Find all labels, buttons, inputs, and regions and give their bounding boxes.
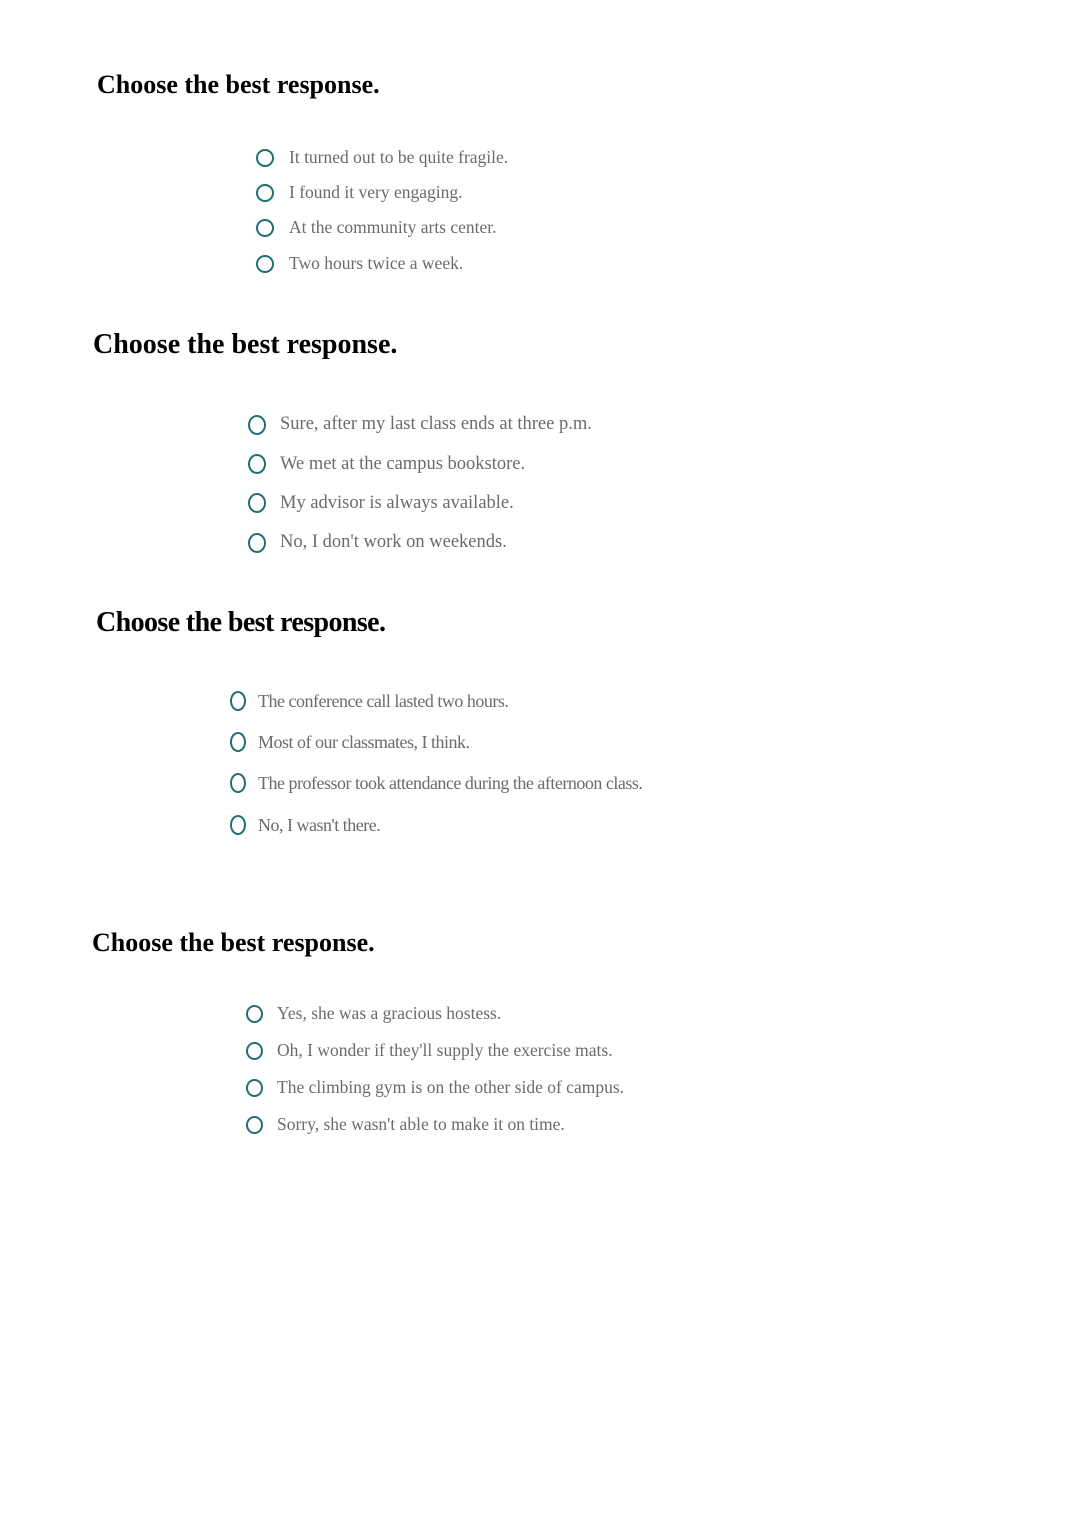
answer-label[interactable]: It turned out to be quite fragile. bbox=[289, 146, 509, 167]
answer-option-b[interactable] bbox=[248, 444, 592, 483]
question-title: Choose the best response. bbox=[93, 329, 398, 360]
answer-label[interactable]: Sure, after my last class ends at three p.m. bbox=[280, 414, 592, 435]
radio-button[interactable] bbox=[248, 533, 266, 553]
radio-button[interactable] bbox=[230, 815, 246, 835]
answer-option-b[interactable] bbox=[246, 1032, 624, 1069]
answer-label[interactable]: Yes, she was a gracious hostess. bbox=[277, 1002, 502, 1023]
answer-label[interactable]: My advisor is always available. bbox=[280, 492, 514, 513]
answer-option-d[interactable] bbox=[256, 246, 508, 281]
answer-option-a[interactable] bbox=[256, 140, 508, 175]
answer-option-c[interactable] bbox=[246, 1069, 624, 1106]
answer-label[interactable]: The conference call lasted two hours. bbox=[258, 690, 509, 711]
answer-label[interactable]: No, I wasn't there. bbox=[258, 814, 381, 835]
answer-label[interactable]: I found it very engaging. bbox=[289, 182, 463, 203]
radio-button[interactable] bbox=[256, 219, 274, 237]
radio-button[interactable] bbox=[248, 454, 266, 474]
answer-label[interactable]: Most of our classmates, I think. bbox=[258, 731, 470, 752]
answer-option-c[interactable] bbox=[256, 211, 508, 246]
answer-label[interactable]: At the community arts center. bbox=[289, 217, 497, 238]
radio-button[interactable] bbox=[230, 691, 246, 711]
answer-label[interactable]: We met at the campus bookstore. bbox=[280, 453, 526, 474]
radio-button[interactable] bbox=[256, 255, 274, 273]
radio-button[interactable] bbox=[246, 1116, 263, 1134]
answer-options bbox=[246, 995, 624, 1143]
answer-label[interactable]: The climbing gym is on the other side of campus. bbox=[277, 1076, 625, 1097]
answer-option-a[interactable] bbox=[248, 405, 592, 444]
radio-button[interactable] bbox=[230, 732, 246, 752]
answer-option-a[interactable] bbox=[246, 995, 624, 1032]
answer-option-d[interactable] bbox=[230, 804, 642, 845]
answer-options bbox=[256, 140, 508, 281]
answer-option-b[interactable] bbox=[230, 721, 642, 762]
answer-label[interactable]: The professor took attendance during the afternoon class. bbox=[258, 773, 643, 794]
answer-label[interactable]: No, I don't work on weekends. bbox=[280, 532, 507, 553]
answer-label[interactable]: Two hours twice a week. bbox=[289, 252, 464, 273]
radio-button[interactable] bbox=[246, 1042, 263, 1060]
question-title: Choose the best response. bbox=[97, 70, 380, 99]
answer-option-c[interactable] bbox=[248, 484, 592, 523]
radio-button[interactable] bbox=[230, 773, 246, 793]
answer-options bbox=[248, 405, 592, 562]
radio-button[interactable] bbox=[256, 184, 274, 202]
answer-option-d[interactable] bbox=[248, 523, 592, 562]
answer-option-d[interactable] bbox=[246, 1106, 624, 1143]
radio-button[interactable] bbox=[248, 493, 266, 513]
answer-label[interactable]: Oh, I wonder if they'll supply the exercise mats. bbox=[277, 1039, 613, 1060]
radio-button[interactable] bbox=[246, 1079, 263, 1097]
radio-button[interactable] bbox=[248, 415, 266, 435]
question-title: Choose the best response. bbox=[92, 928, 375, 957]
question-title: Choose the best response. bbox=[96, 607, 386, 638]
answer-options bbox=[230, 680, 642, 845]
radio-button[interactable] bbox=[256, 149, 274, 167]
answer-label[interactable]: Sorry, she wasn't able to make it on time. bbox=[277, 1113, 565, 1134]
answer-option-a[interactable] bbox=[230, 680, 642, 721]
radio-button[interactable] bbox=[246, 1005, 263, 1023]
answer-option-c[interactable] bbox=[230, 763, 642, 804]
answer-option-b[interactable] bbox=[256, 175, 508, 210]
